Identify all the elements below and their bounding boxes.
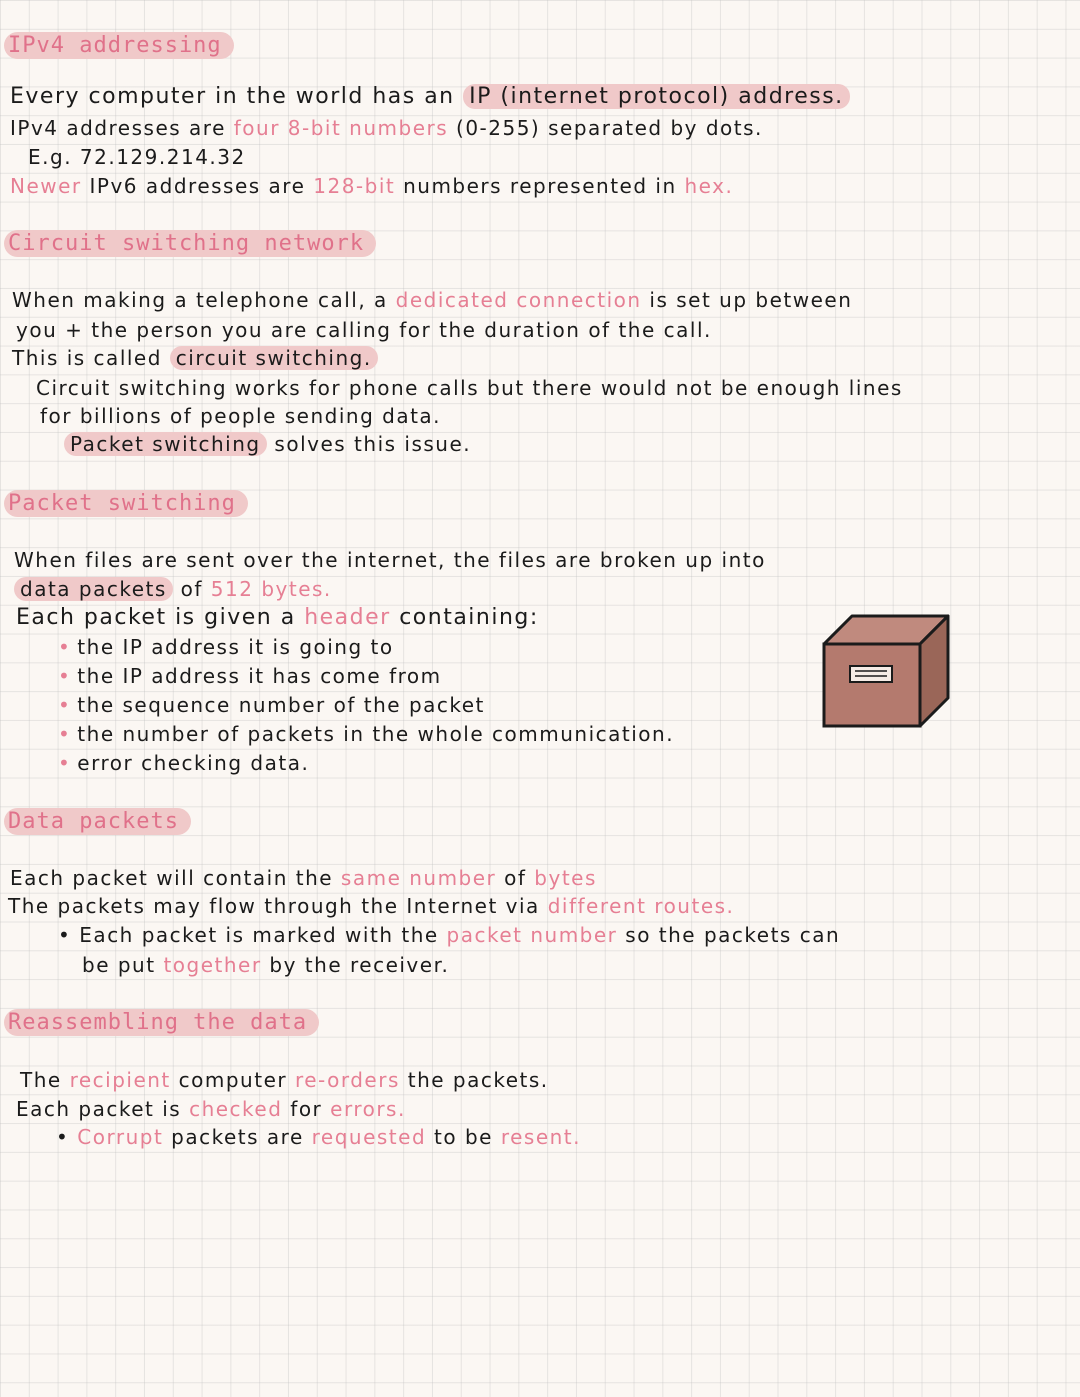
bullet-text: the number of packets in the whole communication. [77,722,675,746]
keyword-errors: errors. [330,1097,406,1121]
text: This is called [12,346,170,370]
keyword-recipient: recipient [69,1068,171,1092]
text: containing: [390,605,539,630]
highlight-ip-address: IP (internet protocol) address. [463,84,850,109]
reassemble-line-2 [16,1097,406,1121]
text: Each packet is given a [16,605,305,630]
text: numbers represented in [395,174,685,198]
bullet-icon: • [58,923,72,947]
bullet-icon: • [56,1125,70,1149]
bullet-icon: • [58,751,72,775]
text: computer [170,1068,295,1092]
text: solves this issue. [266,432,472,456]
keyword-128-bit: 128-bit [313,174,396,198]
bullet-text: the sequence number of the packet [77,693,485,717]
text: The packets may flow through the Internet via [8,894,548,918]
text: is set up between [641,288,853,312]
bullet-icon: • [58,664,72,688]
text: When making a telephone call, a [12,288,396,312]
header-bullet [58,693,485,717]
circuit-line-1 [12,288,852,312]
text: of [172,577,211,601]
ipv4-line-1 [10,84,850,109]
ipv4-example: E.g. 72.129.214.32 [28,145,246,169]
keyword-hex: hex. [684,174,734,198]
keyword-corrupt: Corrupt [77,1125,164,1149]
keyword-8-bit-numbers: 8-bit numbers [287,116,449,140]
text: the packets. [399,1068,549,1092]
datapackets-line-4 [82,953,449,977]
keyword-512-bytes: 512 bytes. [210,577,332,601]
datapackets-line-3 [58,923,840,947]
heading-packet-switching: Packet switching [4,490,248,517]
header-bullet [58,751,309,775]
keyword-re-orders: re-orders [294,1068,400,1092]
text: IPv6 addresses are [81,174,314,198]
text: Each packet is marked with the [79,923,447,947]
reassemble-line-1 [20,1068,549,1092]
header-bullet [58,722,674,746]
circuit-line-3 [12,346,378,370]
text: packets are [163,1125,312,1149]
circuit-line-6 [64,432,471,456]
highlight-packet-switching: Packet switching [64,432,267,456]
bullet-icon: • [58,693,72,717]
keyword-different-routes: different routes. [547,894,735,918]
keyword-newer: Newer [10,174,82,198]
heading-reassembling: Reassembling the data [4,1009,319,1036]
bullet-icon: • [58,722,72,746]
circuit-line-2: you + the person you are calling for the duration of the call. [16,318,712,342]
keyword-packet-number: packet number [446,923,618,947]
text: of [496,866,535,890]
heading-data-packets: Data packets [4,808,191,835]
text: Each packet will contain the [10,866,341,890]
text: Each packet is [16,1097,190,1121]
bullet-text: the IP address it has come from [77,664,442,688]
packet-line-2 [14,577,332,601]
datapackets-line-1 [10,866,597,890]
header-bullet [58,664,442,688]
keyword-together: together [163,953,262,977]
bullet-icon: • [58,635,72,659]
heading-circuit-switching: Circuit switching network [4,230,376,257]
ipv4-line-2 [10,116,763,140]
keyword-header: header [304,605,391,630]
keyword-bytes: bytes [534,866,597,890]
keyword-four: four [233,116,280,140]
bullet-text: error checking data. [77,751,310,775]
text: The [20,1068,70,1092]
text: (0-255) separated by dots. [456,116,763,140]
keyword-checked: checked [189,1097,283,1121]
text: by the receiver. [261,953,450,977]
keyword-dedicated-connection: dedicated connection [395,288,642,312]
text: be put [82,953,164,977]
keyword-resent: resent. [500,1125,581,1149]
text: so the packets can [617,923,841,947]
text: for [282,1097,331,1121]
heading-ipv4-addressing: IPv4 addressing [4,32,234,59]
header-bullet [58,635,394,659]
circuit-line-5: for billions of people sending data. [40,404,442,428]
parcel-box-icon [818,612,954,732]
highlight-circuit-switching: circuit switching. [170,346,378,370]
bullet-text: the IP address it is going to [77,635,394,659]
text: Every computer in the world has an [10,84,464,109]
circuit-line-4: Circuit switching works for phone calls but there would not be enough lines [36,376,903,400]
packet-line-1: When files are sent over the internet, the files are broken up into [14,548,766,572]
reassemble-line-3 [56,1125,581,1149]
highlight-data-packets: data packets [14,577,173,601]
keyword-requested: requested [311,1125,427,1149]
text: IPv4 addresses are [10,116,234,140]
text: to be [426,1125,501,1149]
keyword-same-number: same number [340,866,497,890]
ipv4-line-4 [10,174,733,198]
packet-line-3 [16,605,539,630]
datapackets-line-2 [8,894,734,918]
